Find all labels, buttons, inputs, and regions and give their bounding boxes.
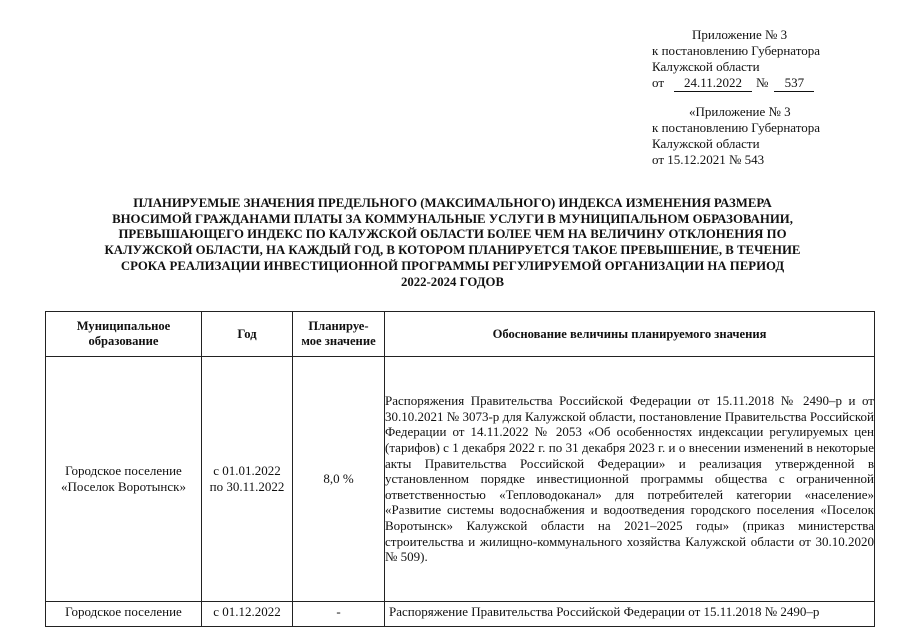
municipality-line: «Поселок Воротынск»	[61, 479, 186, 494]
header-year: Год	[202, 312, 293, 357]
decree-date: 24.11.2022	[674, 75, 752, 92]
header-municipality-line: Муниципальное	[76, 319, 171, 333]
title-line: ВНОСИМОЙ ГРАЖДАНАМИ ПЛАТЫ ЗА КОММУНАЛЬНЫЕ УСЛУГИ В МУНИЦИПАЛЬНОМ ОБРАЗОВАНИИ,	[112, 211, 793, 226]
title-line: 2022-2024 ГОДОВ	[400, 274, 505, 289]
cell-justification: Распоряжения Правительства Российской Федерации от 15.11.2018 № 2490–р и от 30.10.2021 № 3073-р для Калужской области, постановление Правительства Российской Федерации от 14.11.2022 № 2053 «Об особенностях индексации регулируемых цен (тарифов) с 1 декабря 2022 г. по 31 декабря 2023 г. и о внесении изменений в некоторые акты Правительства Российской Федерации» и реализация утвержденной в установленном порядке инвестиционной программы общества с ограниченной ответственностью «Тепловодоканал» для потребителей категории «население» «Развитие системы водоснабжения и водоотведения городского поселения «Поселок Воротынск» Калужской области на 2021–2025 годы» (приказ министерства строительства и жилищно-коммунального хозяйства Калужской области от 30.10.2020 № 509).	[385, 357, 875, 602]
header-planned-value	[293, 312, 385, 357]
cell-period	[202, 357, 293, 602]
annex-current-header	[652, 27, 820, 92]
from-label: от	[652, 75, 665, 90]
cell-municipality: Городское поселение	[46, 602, 202, 627]
annex-prev-title: «Приложение № 3	[689, 104, 791, 119]
annex-title: Приложение № 3	[692, 27, 788, 42]
annex-region: Калужской области	[652, 59, 760, 74]
header-municipality	[46, 312, 202, 357]
title-line: СРОКА РЕАЛИЗАЦИИ ИНВЕСТИЦИОННОЙ ПРОГРАММЫ РЕГУЛИРУЕМОЙ ОРГАНИЗАЦИИ НА ПЕРИОД	[120, 258, 785, 273]
number-label: №	[756, 75, 769, 90]
header-planned-line: Планируе-	[308, 319, 369, 333]
index-values-table	[45, 311, 875, 627]
decree-number: 537	[774, 75, 814, 92]
cell-period: с 01.12.2022	[202, 602, 293, 627]
annex-prev-region: Калужской области	[652, 136, 760, 151]
header-municipality-line: образование	[88, 334, 159, 348]
cell-justification: Распоряжение Правительства Российской Федерации от 15.11.2018 № 2490–р	[385, 602, 875, 627]
cell-planned-value: -	[293, 602, 385, 627]
period-line: с 01.01.2022	[213, 463, 281, 479]
cell-planned-value: 8,0 %	[293, 357, 385, 602]
title-line: ПРЕВЫШАЮЩЕГО ИНДЕКС ПО КАЛУЖСКОЙ ОБЛАСТИ БОЛЕЕ ЧЕМ НА ВЕЛИЧИНУ ОТКЛОНЕНИЯ ПО	[118, 227, 787, 242]
table-row	[46, 602, 875, 627]
annex-date-line	[652, 75, 820, 92]
annex-subtitle: к постановлению Губернатора	[652, 43, 821, 58]
header-justification: Обоснование величины планируемого значения	[385, 312, 875, 357]
document-title	[55, 196, 850, 290]
period-line: по 30.11.2022	[209, 479, 285, 494]
annex-prev-subtitle: к постановлению Губернатора	[652, 120, 821, 135]
table-header-row	[46, 312, 875, 357]
annex-prev-date: от 15.12.2021 № 543	[652, 152, 765, 167]
municipality-line: Городское поселение	[65, 463, 182, 479]
annex-previous-header	[652, 104, 820, 168]
title-line: КАЛУЖСКОЙ ОБЛАСТИ, НА КАЖДЫЙ ГОД, В КОТОРОМ ПЛАНИРУЕТСЯ ТАКОЕ ПРЕВЫШЕНИЕ, В ТЕЧЕНИЕ	[104, 243, 801, 258]
cell-municipality	[46, 357, 202, 602]
header-planned-line: мое значение	[301, 334, 376, 348]
title-line: ПЛАНИРУЕМЫЕ ЗНАЧЕНИЯ ПРЕДЕЛЬНОГО (МАКСИМАЛЬНОГО) ИНДЕКСА ИЗМЕНЕНИЯ РАЗМЕРА	[133, 196, 772, 210]
table-row	[46, 357, 875, 602]
